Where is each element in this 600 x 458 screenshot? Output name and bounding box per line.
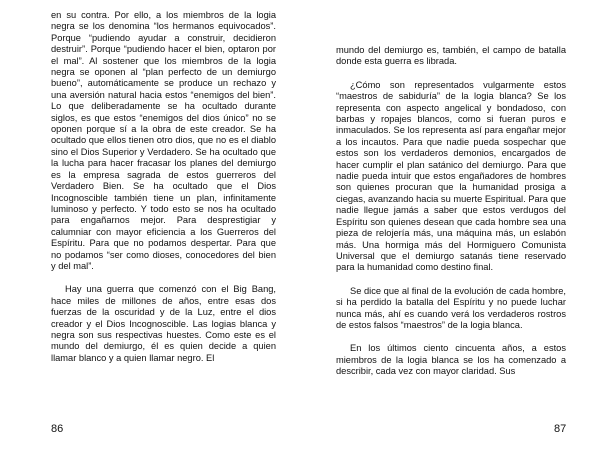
- right-paragraph-2: ¿Cómo son representados vulgarmente estos “maestros de sabiduría” de la logia blanca? Se los representa con aspecto angelical y bondadoso, con barbas y ropajes blancos, como si fueran puros e inmaculados. Se los representa así para engañar mejor a los incautos. Para que nadie pueda sospechar que estos son los verdaderos demonios, encargados de hacer cumplir el plan satánico del demiurgo. Para que nadie pueda intuir que estos engañadores de hombres son quienes procuran que la humanidad prosiga a ciegas, avanzando hacia su muerte Espiritual. Para que nadie llegue jamás a saber que estos verdugos del Espíritu son quienes desean que cada hombre sea una pieza de relojería más, una máquina más, un eslabón más. Una hormiga más del Hormiguero Comunista Universal que el demiurgo satanás tiene reservado para la humanidad como destino final.: [336, 79, 566, 273]
- left-paragraph-2: Hay una guerra que comenzó con el Big Bang, hace miles de millones de años, entre esas dos fuerzas de la oscuridad y de la Luz, entre el dios creador y el Dios Incognoscible. Las logias blanca y negra son sus respectivas huestes. Como este es el mundo del demiurgo, él es quien decide a quien llamar blanco y a quien llamar negro. El: [51, 284, 276, 363]
- right-page-number: 87: [554, 423, 567, 435]
- right-paragraph-4: En los últimos ciento cincuenta años, a estos miembros de la logia blanca se los ha comenzado a describir, cada vez con mayor claridad. Sus: [336, 343, 566, 377]
- left-page-text: [51, 10, 276, 364]
- right-paragraph-3: Se dice que al final de la evolución de cada hombre, si ha perdido la batalla del Espíritu y no puede luchar nunca más, ahí es cuando verá los verdaderos rostros de estos falsos “maestros” de la logia blanca.: [336, 285, 566, 330]
- left-page-number: 86: [51, 423, 64, 435]
- right-page-text: [336, 45, 566, 378]
- right-paragraph-1: mundo del demiurgo es, también, el campo de batalla donde esta guerra es librada.: [336, 45, 566, 67]
- left-paragraph-1: en su contra. Por ello, a los miembros de la logia negra se los denomina “los hermanos equivocados”. Porque “pudiendo ayudar a construir, decidieron destruir”. Porque “pudiendo hacer el bien, optaron por el mal”. Al sostener que los miembros de la logia negra se oponen al “plan perfecto de un demiurgo bueno”, automáticamente se produce un rechazo y una aversión natural hacia estos “enemigos del bien”. Lo que deliberadamente se ha ocultado durante siglos, es que estos “enemigos del dios único” no se oponen porque sí a la obra de este creador. Se ha ocultado que ellos tienen otro dios, que no es el diablo sino el Dios Superior y Verdadero. Se ha ocultado que la lucha para hacer fracasar los planes del demiurgo es la empresa sagrada de estos guerreros del Verdadero Bien. Se ha ocultado que el Dios Incognoscible también tiene un plan, infinitamente luminoso y perfecto. Y todo esto se nos ha ocultado para engañarnos mejor. Para desprestigiar y calumniar con mayor eficiencia a los Guerreros del Espíritu. Para que no podamos despertar. Para que no podamos “ser como dioses, conocedores del bien y del mal”.: [51, 10, 276, 271]
